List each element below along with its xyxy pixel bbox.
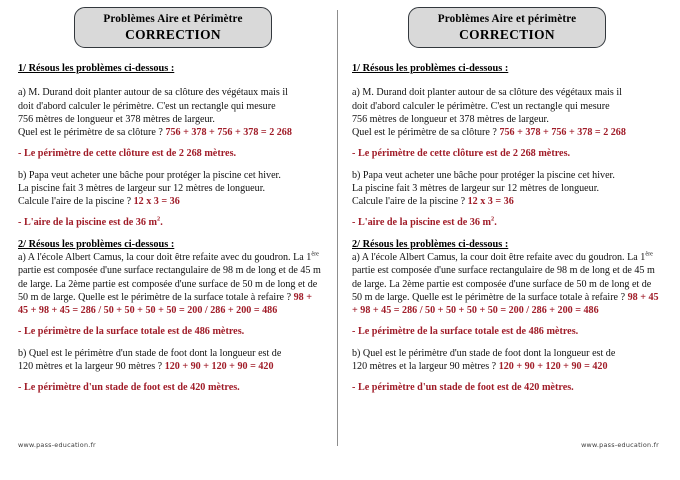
problem-1b-question: Calcule l'aire de la piscine ? <box>352 196 466 208</box>
problem-1b-line1: b) Papa veut acheter une bâche pour protéger la piscine cet hiver. <box>18 169 281 181</box>
problem-1a-line3: 756 mètres de longueur et 378 mètres de largeur. <box>352 113 549 125</box>
problem-2a-part2: partie est composée d'une surface rectangulaire de 98 m de long et de 45 m de large. La 2ème partie est composée d'une surface de 50 m de long et de 50 m de large. Quelle est le périmètre de la surface totale à refaire ? <box>18 265 321 303</box>
problem-2b-line1: b) Quel est le périmètre d'un stade de foot dont la longueur est de <box>352 347 616 359</box>
problem-1a-answer: 756 + 378 + 756 + 378 = 2 268 <box>499 127 626 139</box>
problem-1a-line1: a) M. Durand doit planter autour de sa clôture des végétaux mais il <box>352 87 622 99</box>
problem-2b-answer: 120 + 90 + 120 + 90 = 420 <box>498 360 608 372</box>
problem-1a-question: Quel est le périmètre de sa clôture ? <box>18 127 163 139</box>
problem-1a-result: - Le périmètre de cette clôture est de 2 268 mètres. <box>352 148 571 160</box>
problem-1a-question: Quel est le périmètre de sa clôture ? <box>352 127 497 139</box>
problem-2a-part2: partie est composée d'une surface rectangulaire de 98 m de long et de 45 m de large. La 2ème partie est composée d'une surface de 50 m de long et de 50 m de large. Quelle est le périmètre de la surface totale à refaire ? <box>352 265 655 303</box>
problem-1b-question: Calcule l'aire de la piscine ? <box>18 196 132 208</box>
problem-1a-line1: a) M. Durand doit planter autour de sa clôture des végétaux mais il <box>18 87 288 99</box>
section-2-heading: 2/ Résous les problèmes ci-dessous : <box>18 238 175 250</box>
superscript-squared: 2 <box>491 215 495 223</box>
problem-1b-line2: La piscine fait 3 mètres de largeur sur 12 mètres de longueur. <box>352 182 600 194</box>
problem-1b-result-prefix: - L'aire de la piscine est de 36 m <box>18 217 158 229</box>
problem-2b-text <box>18 347 324 373</box>
problem-1a-text <box>18 86 324 139</box>
worksheet-title: Problèmes Aire et périmètre <box>437 13 577 26</box>
problem-2b-answer: 120 + 90 + 120 + 90 = 420 <box>164 360 274 372</box>
section-1-heading: 1/ Résous les problèmes ci-dessous : <box>18 63 175 74</box>
problem-1a-line3: 756 mètres de longueur et 378 mètres de largeur. <box>18 113 215 125</box>
problem-1a-answer: 756 + 378 + 756 + 378 = 2 268 <box>165 127 292 139</box>
problem-1b-result <box>352 216 662 229</box>
problem-1b-text <box>18 169 324 209</box>
superscript-ere: ère <box>645 250 653 258</box>
problem-2b-result: - Le périmètre d'un stade de foot est de 420 mètres. <box>18 382 240 394</box>
problem-2b-line1: b) Quel est le périmètre d'un stade de foot dont la longueur est de <box>18 347 282 359</box>
problem-1b-result-prefix: - L'aire de la piscine est de 36 m <box>352 217 492 229</box>
problem-1b-answer: 12 x 3 = 36 <box>133 196 180 208</box>
worksheet-panel-left <box>0 0 337 480</box>
problem-1b-answer: 12 x 3 = 36 <box>467 196 514 208</box>
problem-1b-line1: b) Papa veut acheter une bâche pour protéger la piscine cet hiver. <box>352 169 615 181</box>
problem-2b-text <box>352 347 662 373</box>
problem-1b-text <box>352 169 662 209</box>
problem-1a-line2: doit d'abord calculer le périmètre. C'est un rectangle qui mesure <box>352 100 610 112</box>
problem-1b-result <box>18 216 324 229</box>
title-box <box>74 7 272 48</box>
problem-2a-result: - Le périmètre de la surface totale est de 486 mètres. <box>18 326 245 338</box>
problem-1a-text <box>352 86 662 139</box>
problem-2a-result: - Le périmètre de la surface totale est de 486 mètres. <box>352 326 579 338</box>
problem-1b-result-suffix: . <box>160 217 163 229</box>
problem-2a-answer: 98 + 45 + 98 + 45 = 286 / 50 + 50 + 50 + 50 = 200 / 286 + 200 = 486 <box>352 291 659 317</box>
worksheet-body <box>352 62 662 394</box>
problem-1a-line2: doit d'abord calculer le périmètre. C'est un rectangle qui mesure <box>18 100 276 112</box>
worksheet-subtitle: CORRECTION <box>459 26 555 42</box>
problem-1b-result-suffix: . <box>494 217 497 229</box>
problem-1a-result: - Le périmètre de cette clôture est de 2 268 mètres. <box>18 148 237 160</box>
problem-2a-part1: a) A l'école Albert Camus, la cour doit être refaite avec du goudron. La 1 <box>352 252 646 264</box>
problem-2a-answer: 98 + 45 + 98 + 45 = 286 / 50 + 50 + 50 + 50 = 200 / 286 + 200 = 486 <box>18 291 312 317</box>
section-1-heading: 1/ Résous les problèmes ci-dessous : <box>352 63 509 74</box>
problem-2a-text <box>352 251 662 317</box>
title-box <box>408 7 606 48</box>
worksheet-body <box>18 62 324 394</box>
problem-2b-line2: 120 mètres et la largeur 90 mètres ? <box>352 360 497 372</box>
worksheet-panel-right <box>338 0 675 480</box>
superscript-squared: 2 <box>157 215 161 223</box>
superscript-ere: ère <box>311 250 319 258</box>
section-2-heading: 2/ Résous les problèmes ci-dessous : <box>352 238 509 250</box>
problem-1b-line2: La piscine fait 3 mètres de largeur sur 12 mètres de longueur. <box>18 182 266 194</box>
worksheet-title: Problèmes Aire et Périmètre <box>103 13 243 26</box>
footer-url[interactable]: www.pass-education.fr <box>18 441 96 449</box>
problem-2a-text <box>18 251 324 317</box>
footer-url[interactable]: www.pass-education.fr <box>581 441 659 449</box>
problem-2a-part1: a) A l'école Albert Camus, la cour doit être refaite avec du goudron. La 1 <box>18 252 312 264</box>
worksheet-subtitle: CORRECTION <box>125 26 221 42</box>
problem-2b-result: - Le périmètre d'un stade de foot est de 420 mètres. <box>352 382 574 394</box>
problem-2b-line2: 120 mètres et la largeur 90 mètres ? <box>18 360 163 372</box>
